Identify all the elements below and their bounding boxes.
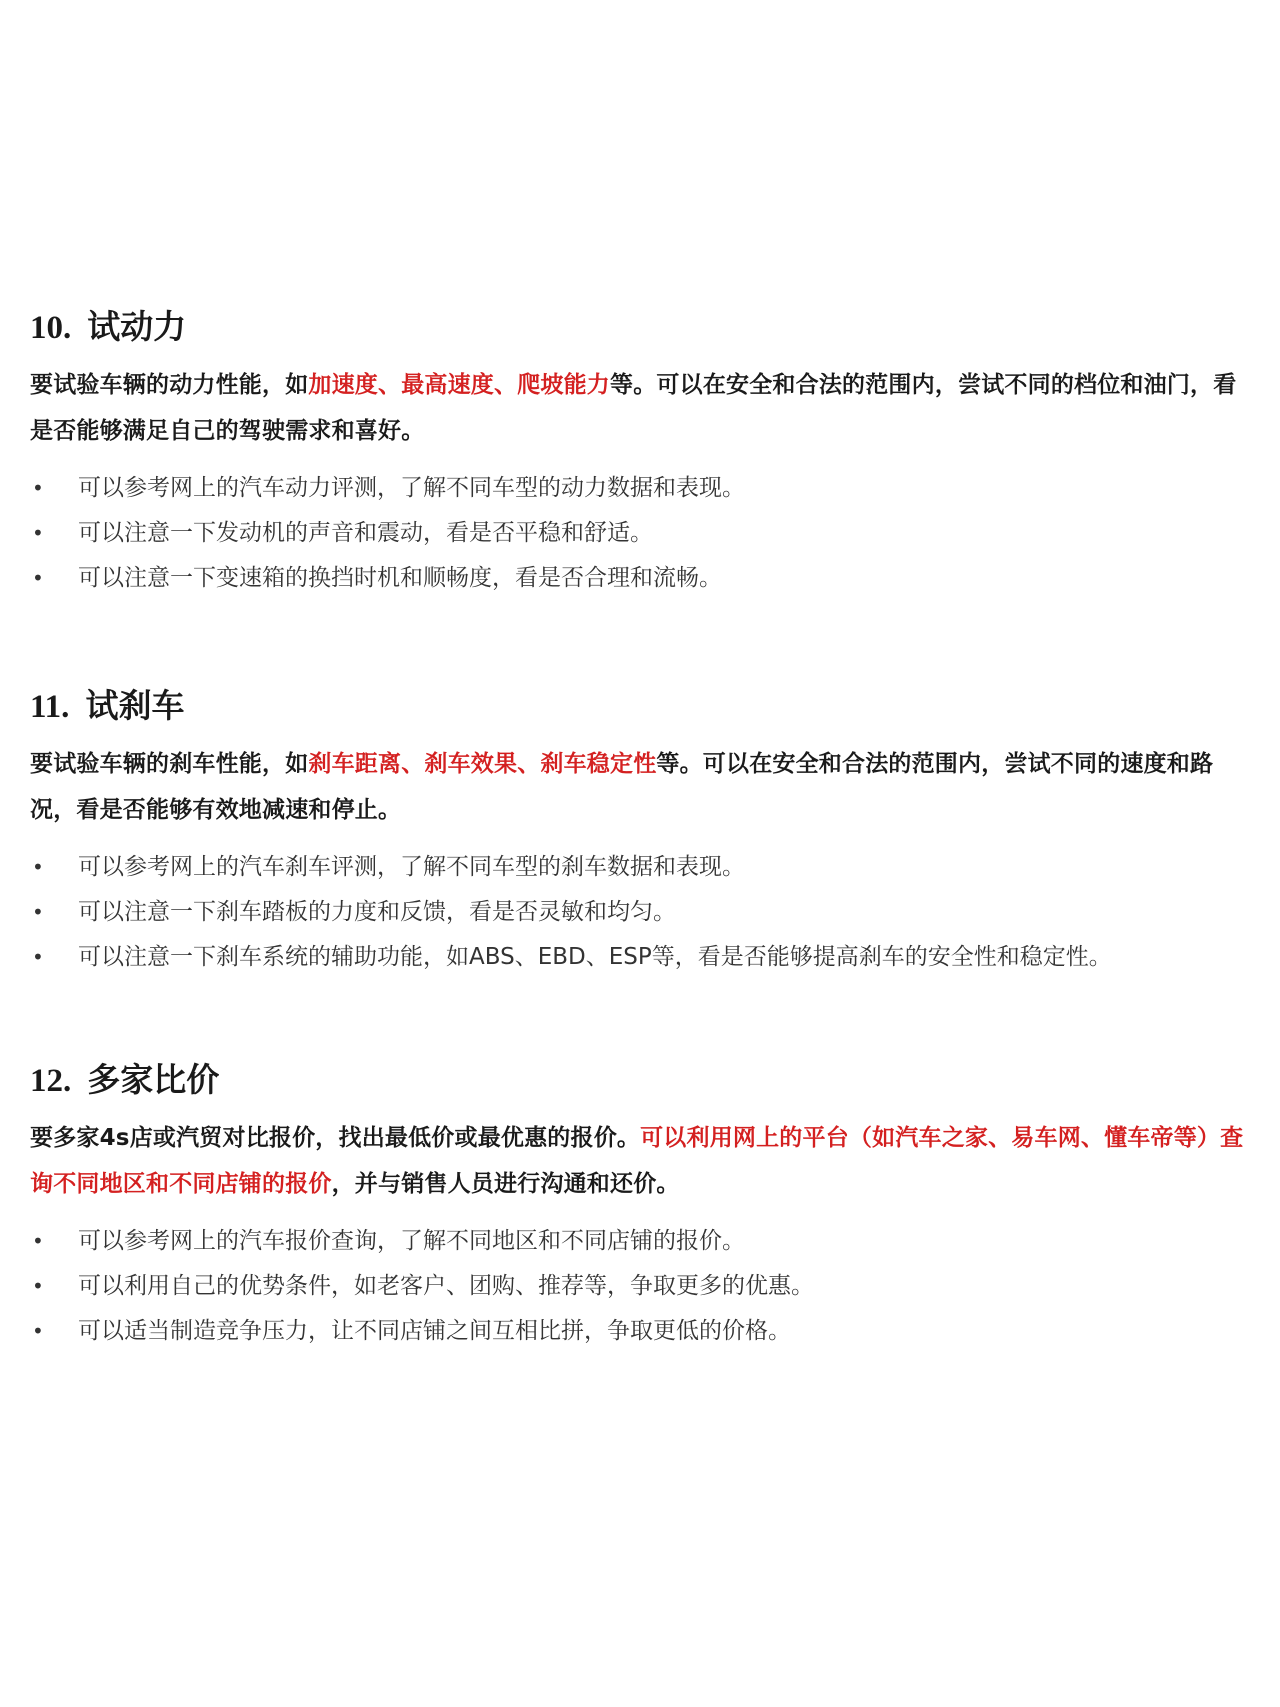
section-number: 10. <box>30 310 72 346</box>
list-item <box>30 556 1250 601</box>
list-item-text: 可以参考网上的汽车动力评测，了解不同车型的动力数据和表现。 <box>78 475 745 501</box>
list-item <box>30 466 1250 511</box>
bullet-icon: • <box>32 900 44 924</box>
list-item-text: 可以适当制造竞争压力，让不同店铺之间互相比拼，争取更低的价格。 <box>78 1318 791 1344</box>
bullet-icon: • <box>32 945 44 969</box>
highlighted-text: 刹车距离、刹车效果、刹车稳定性 <box>308 751 657 777</box>
section-paragraph <box>30 362 1250 454</box>
list-item-text: 可以利用自己的优势条件，如老客户、团购、推荐等，争取更多的优惠。 <box>78 1273 814 1299</box>
list-item-text: 可以注意一下刹车系统的辅助功能，如ABS、EBD、ESP等，看是否能够提高刹车的安全性和稳定性。 <box>78 944 1112 970</box>
bullet-list <box>30 845 1250 980</box>
list-item <box>30 1309 1250 1354</box>
list-item <box>30 1219 1250 1264</box>
list-item <box>30 511 1250 556</box>
section-paragraph <box>30 1115 1250 1207</box>
paragraph-text: ，并与销售人员进行沟通和还价。 <box>331 1171 680 1197</box>
paragraph-text: 要试验车辆的刹车性能，如 <box>30 751 309 777</box>
bullet-list <box>30 1219 1250 1354</box>
list-item-text: 可以参考网上的汽车刹车评测，了解不同车型的刹车数据和表现。 <box>78 854 745 880</box>
highlighted-text: 可以利用网上的平台（如汽车之家、易车网、懂车帝等）查询不同地区和不同店铺的报价 <box>30 1125 1244 1197</box>
list-item <box>30 1264 1250 1309</box>
section-heading <box>30 1060 1250 1101</box>
bullet-icon: • <box>32 566 44 590</box>
section-compare-prices <box>30 1060 1250 1354</box>
section-title: 试刹车 <box>85 686 185 725</box>
section-title: 试动力 <box>87 307 187 346</box>
list-item <box>30 935 1250 980</box>
paragraph-text: 要多家4s店或汽贸对比报价，找出最低价或最优惠的报价。 <box>30 1125 641 1151</box>
section-number: 12. <box>30 1063 72 1099</box>
section-heading <box>30 307 1250 348</box>
list-item <box>30 890 1250 935</box>
section-test-power <box>30 307 1250 601</box>
section-number: 11. <box>30 689 70 725</box>
list-item-text: 可以参考网上的汽车报价查询，了解不同地区和不同店铺的报价。 <box>78 1228 745 1254</box>
section-title: 多家比价 <box>87 1060 220 1099</box>
bullet-icon: • <box>32 521 44 545</box>
section-heading <box>30 686 1250 727</box>
bullet-icon: • <box>32 855 44 879</box>
highlighted-text: 加速度、最高速度、爬坡能力 <box>308 372 611 398</box>
bullet-icon: • <box>32 476 44 500</box>
list-item-text: 可以注意一下发动机的声音和震动，看是否平稳和舒适。 <box>78 520 653 546</box>
list-item-text: 可以注意一下变速箱的换挡时机和顺畅度，看是否合理和流畅。 <box>78 565 722 591</box>
section-test-brakes <box>30 686 1250 980</box>
list-item <box>30 845 1250 890</box>
paragraph-text: 等。可以在安全和合法的范围内，尝试不同的档位和油门，看是否能够满足自己的驾驶需求和喜好。 <box>30 372 1237 444</box>
paragraph-text: 要试验车辆的动力性能，如 <box>30 372 309 398</box>
list-item-text: 可以注意一下刹车踏板的力度和反馈，看是否灵敏和均匀。 <box>78 899 676 925</box>
bullet-icon: • <box>32 1274 44 1298</box>
bullet-icon: • <box>32 1319 44 1343</box>
paragraph-text: 等。可以在安全和合法的范围内，尝试不同的速度和路况，看是否能够有效地减速和停止。 <box>30 751 1214 823</box>
bullet-list <box>30 466 1250 601</box>
bullet-icon: • <box>32 1229 44 1253</box>
section-paragraph <box>30 741 1250 833</box>
